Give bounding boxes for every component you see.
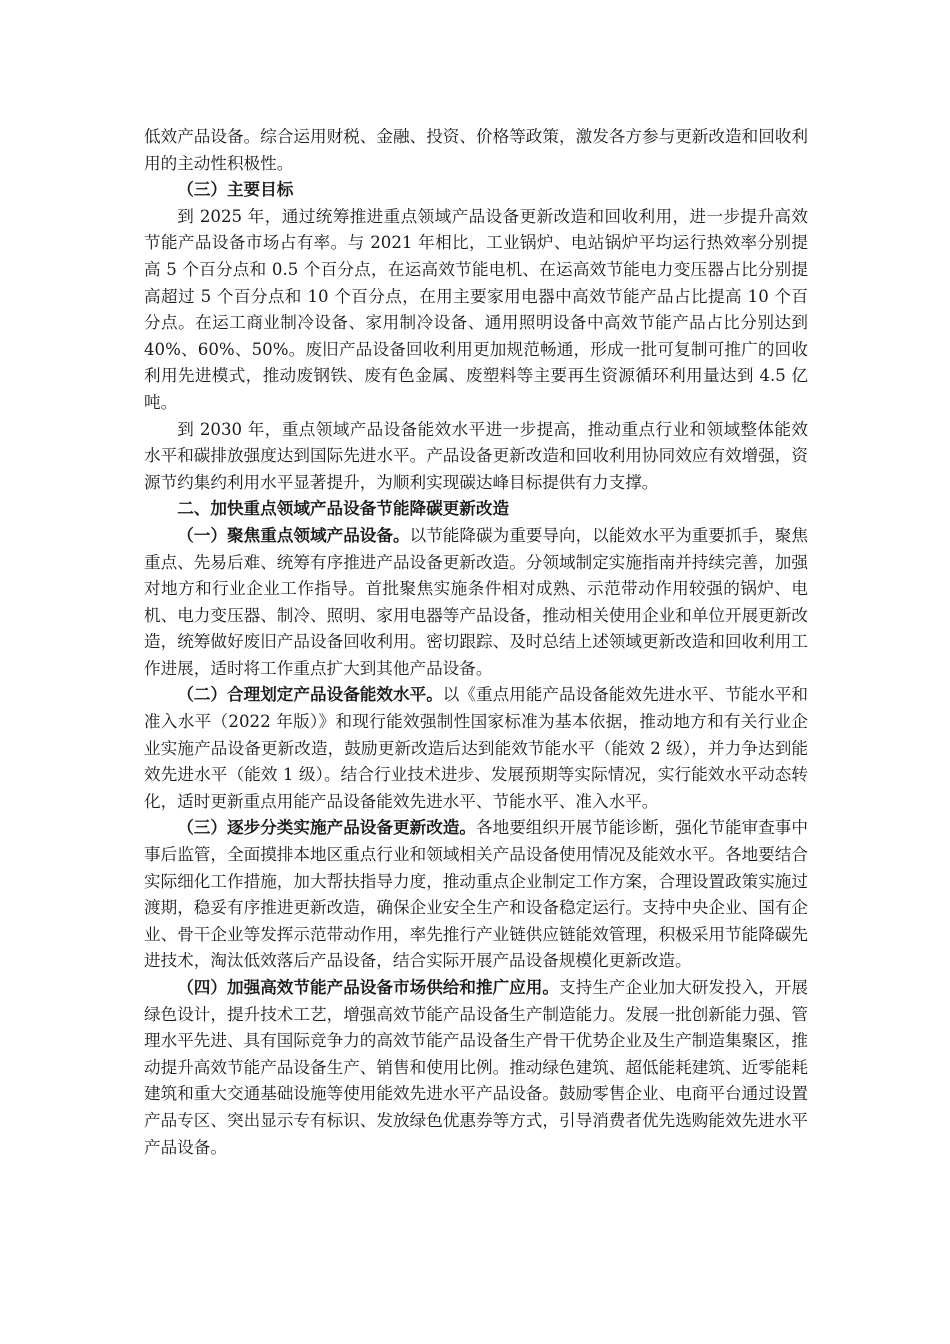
subsection-3-title: （三）逐步分类实施产品设备更新改造。 xyxy=(177,818,476,838)
paragraph-goals-2030: 到 2030 年，重点领域产品设备能效水平进一步提高，推动重点行业和领域整体能效水平和碳排放强度达到国际先进水平。产品设备更新改造和回收利用协同效应有效增强，资源节约集约利用水平显著提升，为顺利实现碳达峰目标提供有力支撑。 xyxy=(144,419,808,492)
subsection-4-text: 支持生产企业加大研发投入，开展绿色设计，提升技术工艺，增强高效节能产品设备生产制造能力。发展一批创新能力强、管理水平先进、具有国际竞争力的高效节能产品设备生产骨干优势企业及生产制造集聚区，推动提升高效节能产品设备生产、销售和使用比例。推动绿色建筑、超低能耗建筑、近零能耗建筑和重大交通基础设施等使用能效先进水平产品设备。鼓励零售企业、电商平台通过设置产品专区、突出显示专有标识、发放绿色优惠券等方式，引导消费者优先选购能效先进水平产品设备。 xyxy=(144,978,809,1157)
document-page xyxy=(144,124,808,1161)
subsection-1-text: 以节能降碳为重要导向，以能效水平为重要抓手，聚焦重点、先易后难、统筹有序推进产品设备更新改造。分领域制定实施指南并持续完善，加强对地方和行业企业工作指导。首批聚焦实施条件相对成熟、示范带动作用较强的锅炉、电机、电力变压器、制冷、照明、家用电器等产品设备，推动相关使用企业和单位开展更新改造，统筹做好废旧产品设备回收利用。密切跟踪、及时总结上述领域更新改造和回收利用工作进展，适时将工作重点扩大到其他产品设备。 xyxy=(144,525,808,678)
paragraph-intro-continuation: 低效产品设备。综合运用财税、金融、投资、价格等政策，激发各方参与更新改造和回收利用的主动性积极性。 xyxy=(144,127,808,173)
paragraph-subsection-4 xyxy=(144,975,808,1161)
heading-section-2: 二、加快重点领域产品设备节能降碳更新改造 xyxy=(177,499,510,519)
subsection-1-title: （一）聚焦重点领域产品设备。 xyxy=(177,525,410,545)
subsection-3-text: 各地要组织开展节能诊断，强化节能审查事中事后监管，全面摸排本地区重点行业和领域相关产品设备使用情况及能效水平。各地要结合实际细化工作措施，加大帮扶指导力度，推动重点企业制定工作方案，合理设置政策实施过渡期，稳妥有序推进更新改造，确保企业安全生产和设备稳定运行。支持中央企业、国有企业、骨干企业等发挥示范带动作用，率先推行产业链供应链能效管理，积极采用节能降碳先进技术，淘汰低效落后产品设备，结合实际开展产品设备规模化更新改造。 xyxy=(144,818,809,971)
paragraph-subsection-2 xyxy=(144,682,808,815)
subsection-2-text: 以《重点用能产品设备能效先进水平、节能水平和准入水平（2022 年版）》和现行能效强制性国家标准为基本依据，推动地方和有关行业企业实施产品设备更新改造，鼓励更新改造后达到能效节能水平（能效 2 级），并力争达到能效先进水平（能效 1 级）。结合行业技术进步、发展预期等实际情况，实行能效水平动态转化，适时更新重点用能产品设备能效先进水平、节能水平、准入水平。 xyxy=(144,685,809,811)
paragraph-subsection-1 xyxy=(144,523,808,683)
paragraph-goals-2025: 到 2025 年，通过统筹推进重点领域产品设备更新改造和回收利用，进一步提升高效节能产品设备市场占有率。与 2021 年相比，工业锅炉、电站锅炉平均运行热效率分别提高 5 个百分点和 0.5 个百分点，在运高效节能电机、在运高效节能电力变压器占比分别提高超过 5 个百分点和 10 个百分点，在用主要家用电器中高效节能产品占比提高 10 个百分点。在运工商业制冷设备、家用制冷设备、通用照明设备中高效节能产品占比分别达到 40%、60%、50%。废旧产品设备回收利用更加规范畅通，形成一批可复制可推广的回收利用先进模式，推动废钢铁、废有色金属、废塑料等主要再生资源循环利用量达到 4.5 亿吨。 xyxy=(144,206,808,412)
subsection-2-title: （二）合理划定产品设备能效水平。 xyxy=(177,685,443,705)
subsection-4-title: （四）加强高效节能产品设备市场供给和推广应用。 xyxy=(177,978,559,997)
heading-main-goals: （三）主要目标 xyxy=(177,180,294,200)
paragraph-subsection-3 xyxy=(144,815,808,975)
